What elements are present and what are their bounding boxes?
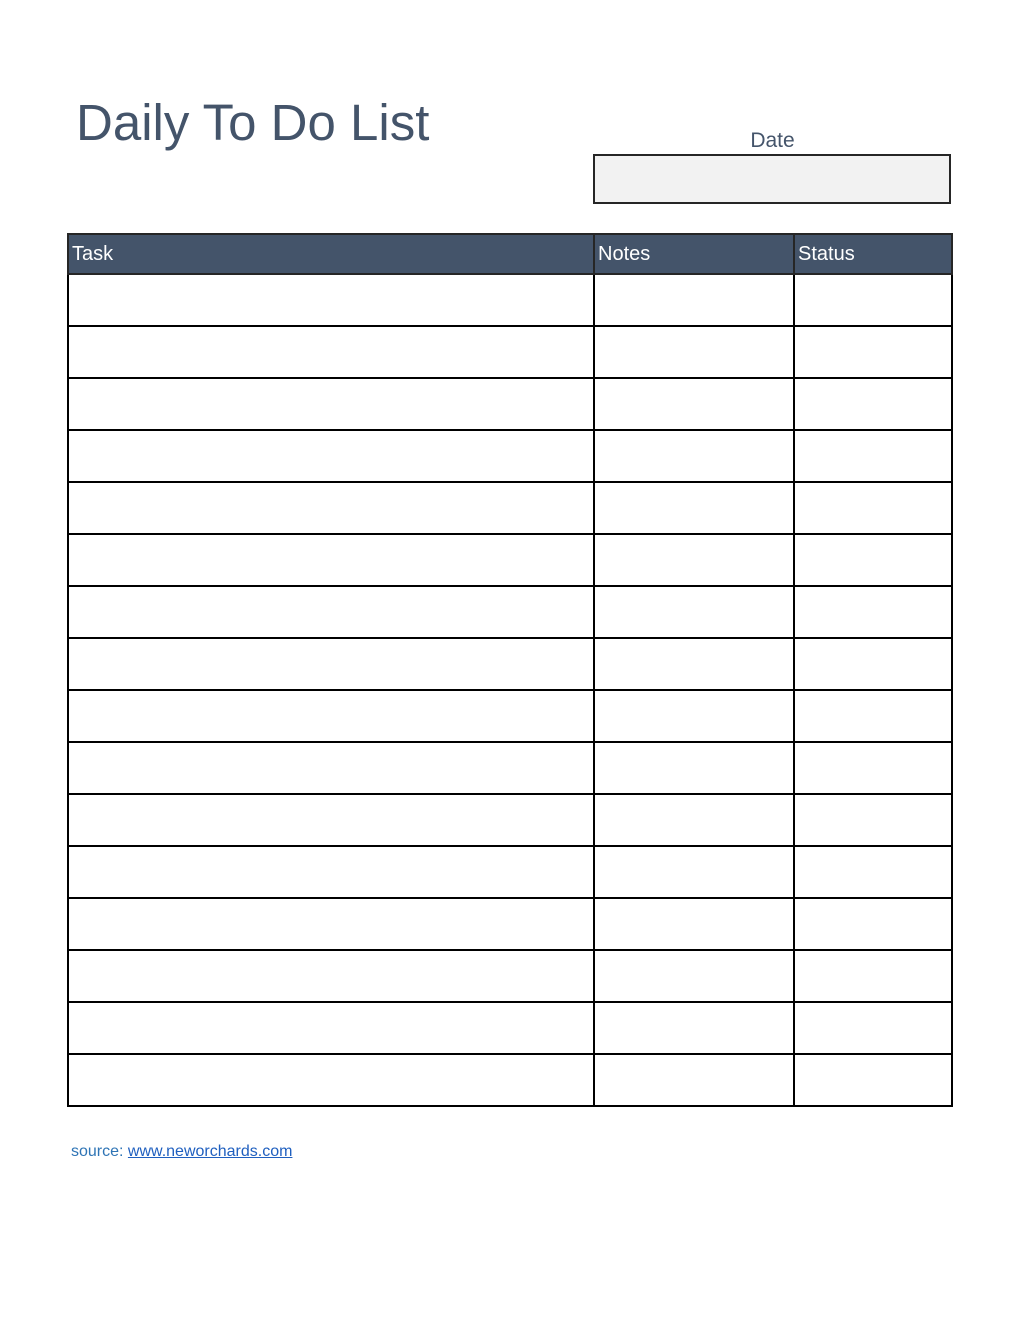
notes-cell[interactable] — [594, 898, 794, 950]
notes-cell[interactable] — [594, 430, 794, 482]
table-row — [68, 1054, 952, 1106]
status-cell[interactable] — [794, 950, 952, 1002]
status-cell[interactable] — [794, 1054, 952, 1106]
source-link[interactable]: www.neworchards.com — [127, 1143, 293, 1160]
task-cell[interactable] — [68, 846, 594, 898]
table-row — [68, 898, 952, 950]
notes-cell[interactable] — [594, 378, 794, 430]
table-body — [68, 274, 952, 1106]
status-cell[interactable] — [794, 638, 952, 690]
table-row — [68, 846, 952, 898]
notes-cell[interactable] — [594, 534, 794, 586]
task-cell[interactable] — [68, 950, 594, 1002]
notes-cell[interactable] — [594, 482, 794, 534]
task-cell[interactable] — [68, 274, 594, 326]
task-cell[interactable] — [68, 794, 594, 846]
table-row — [68, 586, 952, 638]
status-cell[interactable] — [794, 274, 952, 326]
notes-cell[interactable] — [594, 794, 794, 846]
status-cell[interactable] — [794, 690, 952, 742]
task-cell[interactable] — [68, 430, 594, 482]
table-row — [68, 274, 952, 326]
task-cell[interactable] — [68, 1054, 594, 1106]
task-cell[interactable] — [68, 690, 594, 742]
date-label: Date — [750, 129, 795, 152]
notes-cell[interactable] — [594, 742, 794, 794]
task-cell[interactable] — [68, 898, 594, 950]
status-cell[interactable] — [794, 430, 952, 482]
status-cell[interactable] — [794, 534, 952, 586]
table-row — [68, 638, 952, 690]
table-row — [68, 378, 952, 430]
table-row — [68, 742, 952, 794]
page-title: Daily To Do List — [76, 94, 430, 151]
column-header-task: Task — [68, 234, 594, 274]
table-row — [68, 326, 952, 378]
table-row — [68, 794, 952, 846]
notes-cell[interactable] — [594, 638, 794, 690]
task-cell[interactable] — [68, 586, 594, 638]
column-header-notes: Notes — [594, 234, 794, 274]
notes-cell[interactable] — [594, 950, 794, 1002]
task-cell[interactable] — [68, 638, 594, 690]
status-cell[interactable] — [794, 378, 952, 430]
status-cell[interactable] — [794, 846, 952, 898]
task-cell[interactable] — [68, 534, 594, 586]
source-prefix: source: — [71, 1143, 124, 1160]
task-cell[interactable] — [68, 1002, 594, 1054]
status-cell[interactable] — [794, 742, 952, 794]
table-row — [68, 482, 952, 534]
table-row — [68, 430, 952, 482]
task-cell[interactable] — [68, 742, 594, 794]
table-row — [68, 690, 952, 742]
table-row — [68, 1002, 952, 1054]
todo-table — [67, 233, 953, 1107]
notes-cell[interactable] — [594, 274, 794, 326]
task-cell[interactable] — [68, 482, 594, 534]
notes-cell[interactable] — [594, 1002, 794, 1054]
status-cell[interactable] — [794, 898, 952, 950]
status-cell[interactable] — [794, 482, 952, 534]
status-cell[interactable] — [794, 1002, 952, 1054]
column-header-status: Status — [794, 234, 952, 274]
notes-cell[interactable] — [594, 586, 794, 638]
notes-cell[interactable] — [594, 326, 794, 378]
table-row — [68, 534, 952, 586]
table-header — [68, 234, 952, 274]
date-input[interactable] — [593, 154, 951, 204]
task-cell[interactable] — [68, 378, 594, 430]
notes-cell[interactable] — [594, 1054, 794, 1106]
notes-cell[interactable] — [594, 690, 794, 742]
status-cell[interactable] — [794, 586, 952, 638]
status-cell[interactable] — [794, 794, 952, 846]
notes-cell[interactable] — [594, 846, 794, 898]
source-footer — [71, 1143, 292, 1161]
table-row — [68, 950, 952, 1002]
task-cell[interactable] — [68, 326, 594, 378]
status-cell[interactable] — [794, 326, 952, 378]
